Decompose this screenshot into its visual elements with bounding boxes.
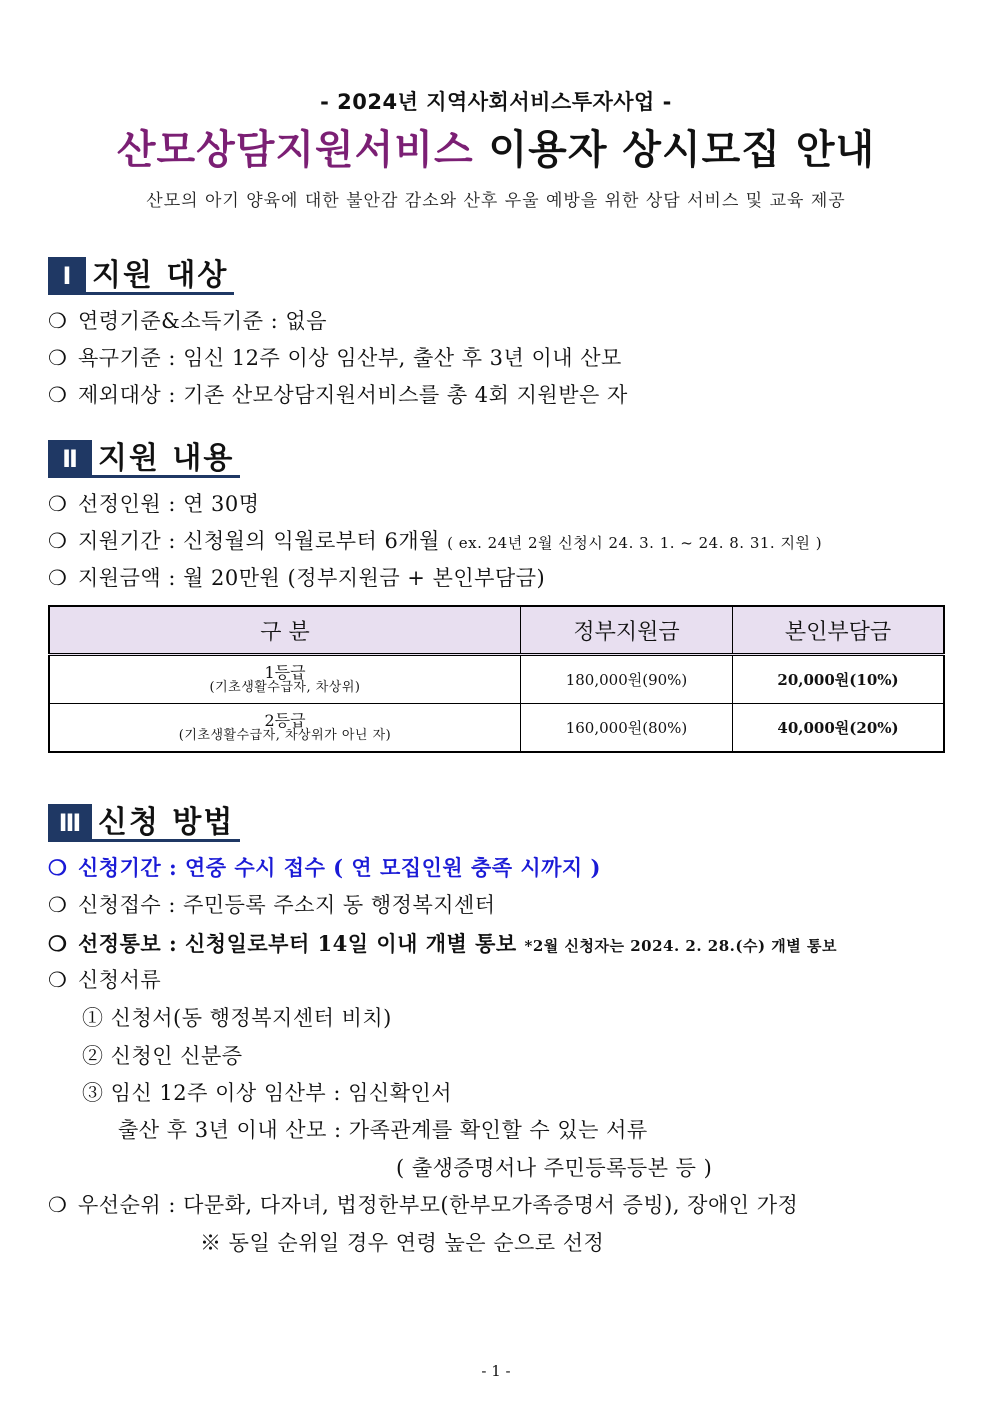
list-item [48, 305, 327, 335]
item-text: 지원금액 : 월 20만원 (정부지원금 + 본인부담금) [78, 566, 546, 590]
section-3-heading [48, 804, 240, 842]
bullet-icon: ❍ [48, 529, 68, 553]
item-text: 신청기간 : 연중 수시 접수 ( 연 모집인원 충족 시까지 ) [78, 855, 601, 880]
table-row [49, 655, 944, 704]
grade-desc: (기초생활수급자, 차상위) [209, 680, 361, 695]
page-number: - 1 - [481, 1362, 511, 1380]
description: 산모의 아기 양육에 대한 불안감 감소와 산후 우울 예방을 위한 상담 서비스 및 교육 제공 [146, 191, 846, 211]
section-label: 지원 내용 [92, 440, 240, 478]
priority-note: ※ 동일 순위일 경우 연령 높은 순으로 선정 [200, 1231, 605, 1255]
grade-cell [49, 655, 521, 704]
list-item [48, 889, 496, 919]
bullet-icon: ❍ [48, 309, 68, 333]
item-text: 지원기간 : 신청월의 익월로부터 6개월 [78, 529, 440, 553]
grade-label: 1등급 [264, 663, 306, 682]
item-note: ( ex. 24년 2월 신청시 24. 3. 1. ~ 24. 8. 31. 지원 ) [447, 534, 823, 552]
bullet-icon: ❍ [48, 855, 68, 880]
self-cell: 40,000원(20%) [733, 704, 945, 753]
item-text: 신청서류 [78, 968, 162, 992]
item-text: 신청접수 : 주민등록 주소지 동 행정복지센터 [78, 893, 496, 917]
section-number: Ⅲ [48, 804, 92, 842]
list-item [48, 488, 260, 518]
gov-cell: 160,000원(80%) [521, 704, 733, 753]
gov-cell: 180,000원(90%) [521, 655, 733, 704]
item-note: *2월 신청자는 2024. 2. 28.(수) 개별 통보 [524, 937, 837, 955]
self-cell: 20,000원(10%) [733, 655, 945, 704]
section-2-heading [48, 440, 240, 478]
item-text: 욕구기준 : 임신 12주 이상 임산부, 출산 후 3년 이내 산모 [78, 346, 622, 370]
bullet-icon: ❍ [48, 383, 68, 407]
bullet-icon: ❍ [48, 931, 68, 956]
section-number: Ⅰ [48, 257, 86, 295]
bullet-icon: ❍ [48, 346, 68, 370]
table-header-row [49, 606, 944, 655]
list-item [48, 525, 822, 555]
list-item [48, 852, 601, 882]
section-1-heading [48, 257, 234, 295]
bullet-icon: ❍ [48, 1193, 68, 1217]
section-number: Ⅱ [48, 440, 92, 478]
table-header: 본인부담금 [733, 606, 945, 655]
list-item [48, 379, 628, 409]
item-text: 선정통보 : 신청일로부터 14일 이내 개별 통보 [78, 931, 517, 956]
doc-item: ① 신청서(동 행정복지센터 비치) [82, 1006, 392, 1030]
bullet-icon: ❍ [48, 492, 68, 516]
doc-item: ③ 임신 12주 이상 임산부 : 임신확인서 [82, 1081, 453, 1105]
item-text: 제외대상 : 기존 산모상담지원서비스를 총 4회 지원받은 자 [78, 383, 628, 407]
table-header: 구 분 [49, 606, 521, 655]
bullet-icon: ❍ [48, 968, 68, 992]
bullet-icon: ❍ [48, 893, 68, 917]
subtitle: - 2024년 지역사회서비스투자사업 - [320, 90, 672, 114]
section-label: 신청 방법 [92, 804, 240, 842]
grade-label: 2등급 [264, 711, 306, 730]
doc-item-cont: 출산 후 3년 이내 산모 : 가족관계를 확인할 수 있는 서류 [118, 1118, 648, 1142]
doc-item-cont: ( 출생증명서나 주민등록등본 등 ) [396, 1156, 713, 1180]
item-text: 선정인원 : 연 30명 [78, 492, 260, 516]
table-header: 정부지원금 [521, 606, 733, 655]
bullet-icon: ❍ [48, 566, 68, 590]
list-item [48, 1189, 798, 1219]
item-text: 우선순위 : 다문화, 다자녀, 법정한부모(한부모가족증명서 증빙), 장애인 가정 [78, 1193, 799, 1217]
grade-desc: (기초생활수급자, 차상위가 아닌 자) [178, 728, 392, 743]
page-title [0, 118, 992, 175]
table-row [49, 704, 944, 753]
list-item [48, 928, 837, 958]
title-rest: 이용자 상시모집 안내 [473, 127, 876, 173]
list-item [48, 562, 545, 592]
title-accent: 산모상담지원서비스 [116, 127, 474, 173]
item-text: 연령기준&소득기준 : 없음 [78, 309, 327, 333]
support-table [48, 605, 945, 753]
doc-item: ② 신청인 신분증 [82, 1044, 243, 1068]
grade-cell [49, 704, 521, 753]
list-item [48, 964, 161, 994]
section-label: 지원 대상 [86, 257, 234, 295]
list-item [48, 342, 622, 372]
